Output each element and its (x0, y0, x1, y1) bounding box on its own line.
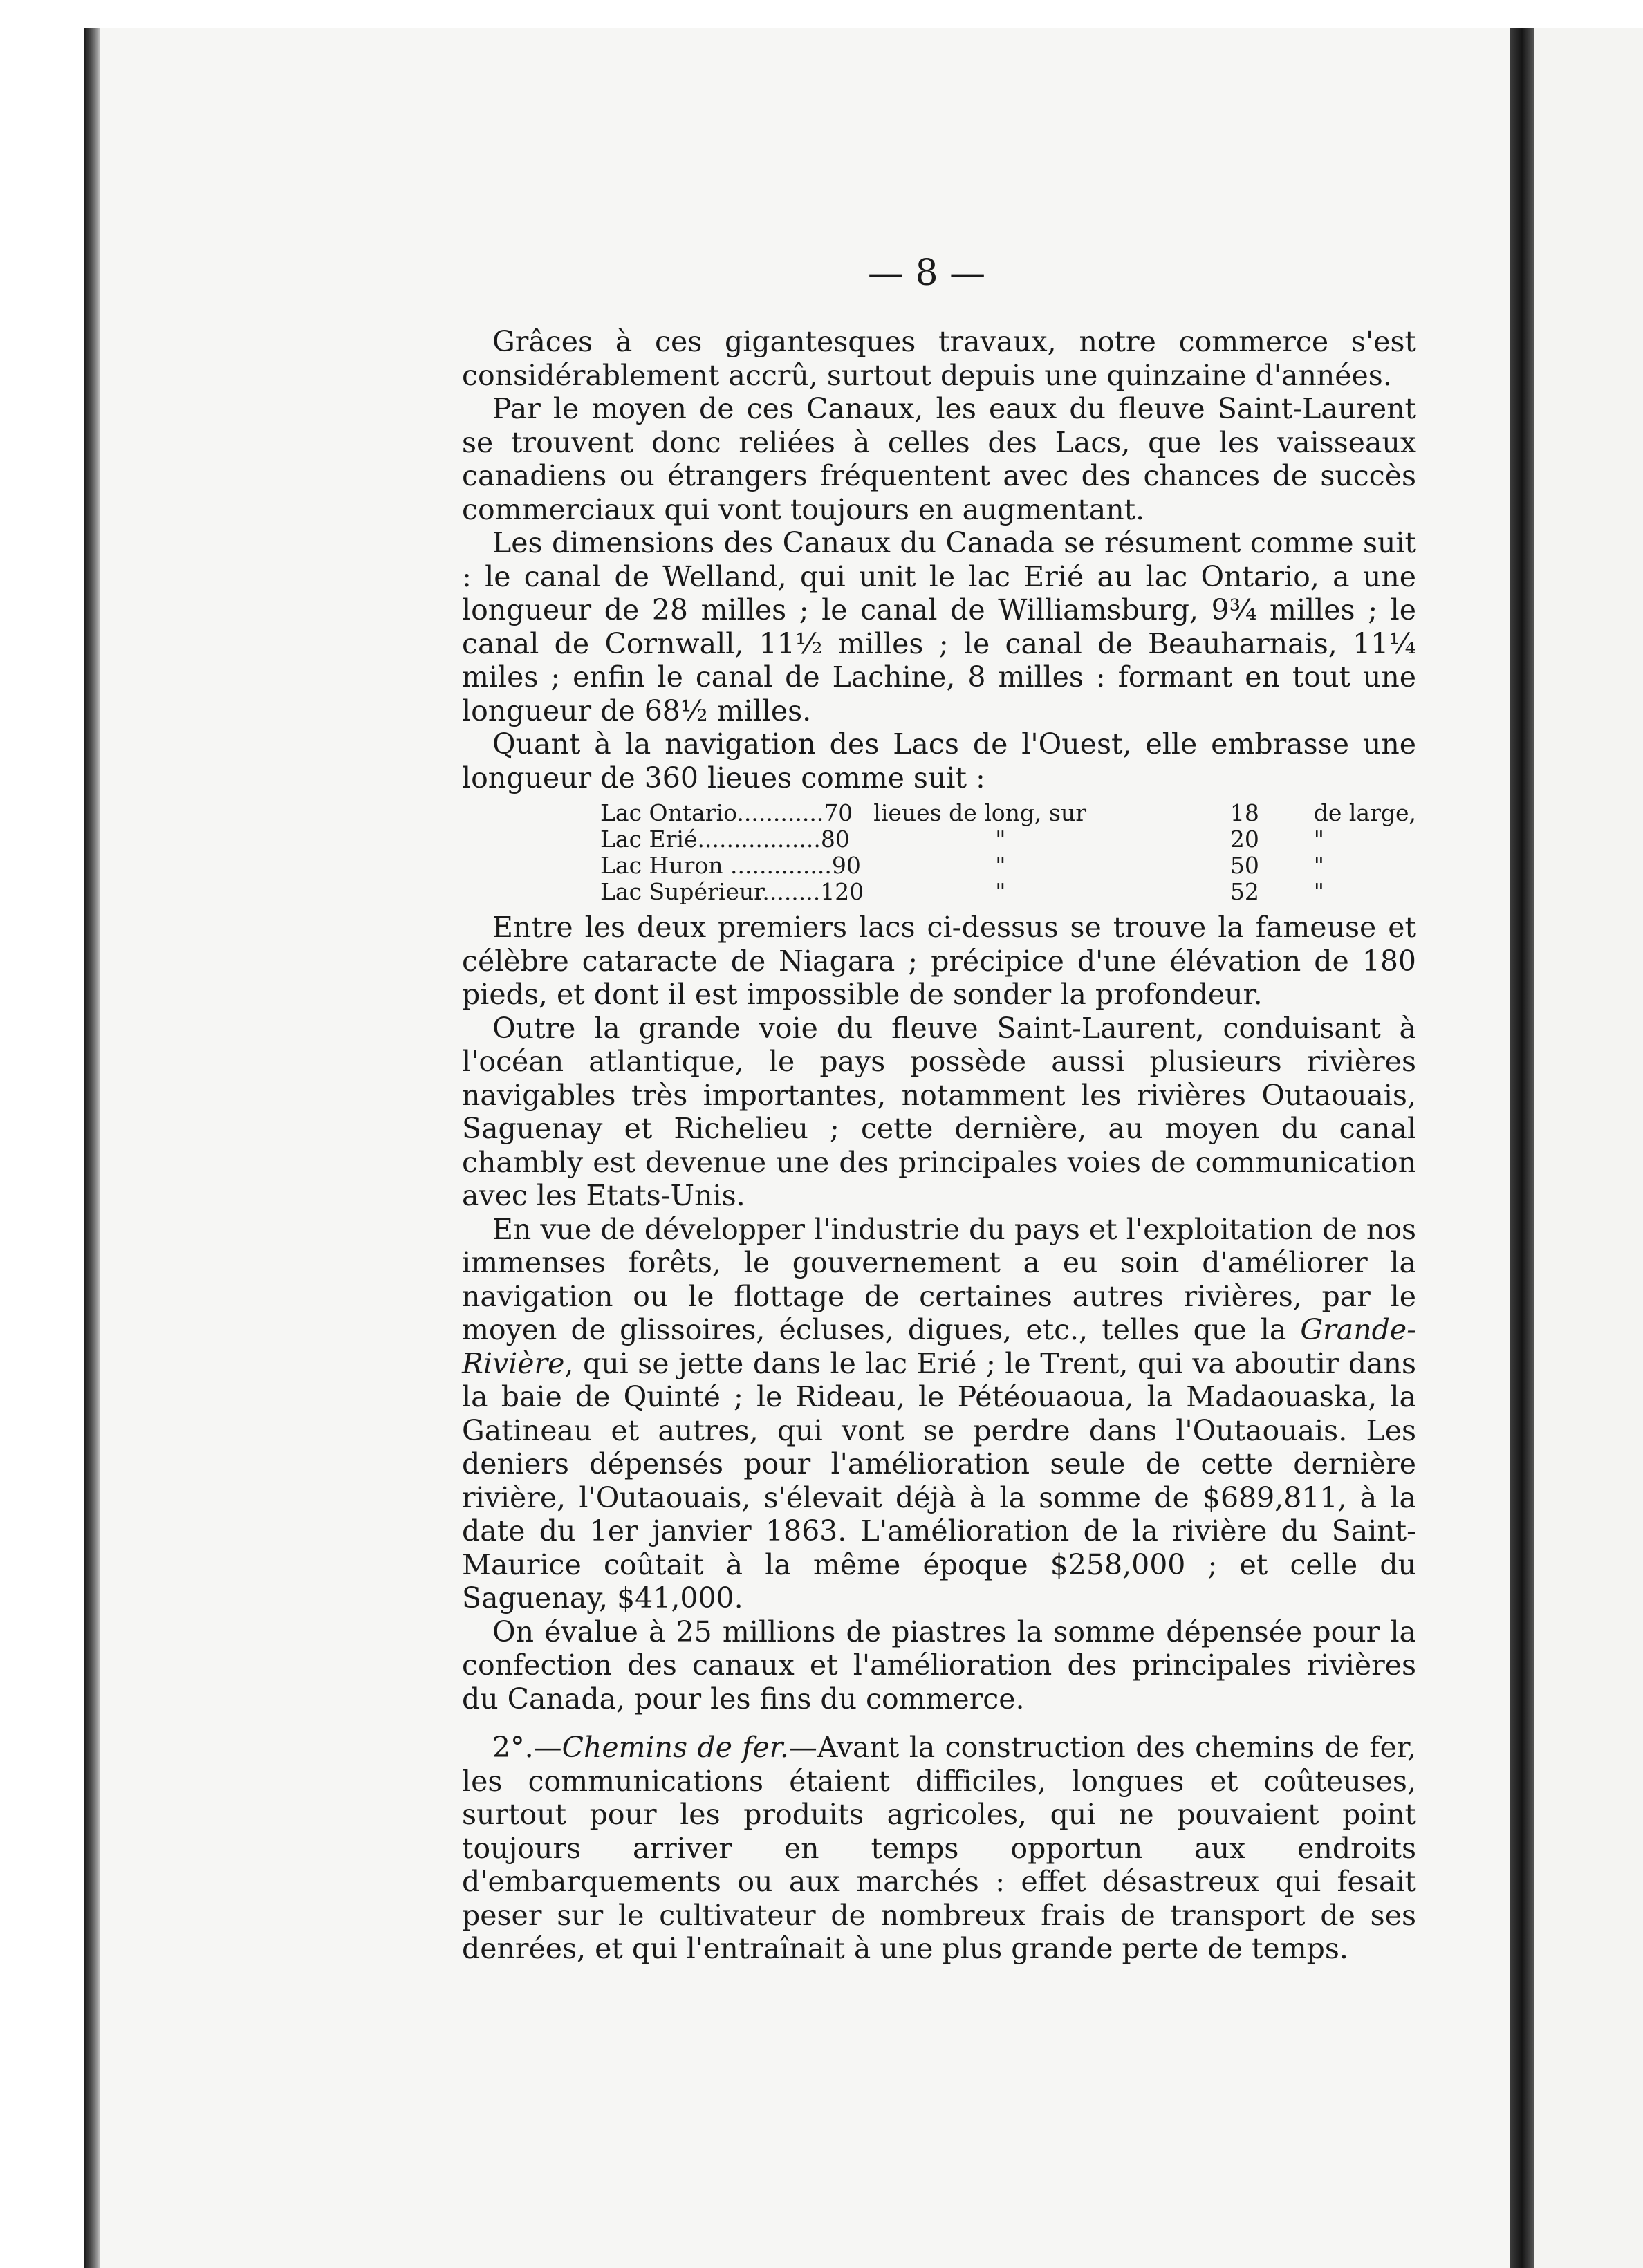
scan-left-margin (0, 0, 43, 2268)
paragraph-lakes-navigation: Quant à la navigation des Lacs de l'Ouest, elle embrasse une longueur de 360 lieues comme suit : (462, 727, 1416, 794)
paragraph-river-improvements: En vue de développer l'industrie du pays et l'exploitation de nos immenses forêts, le gouvernement a eu soin d'améliorer la navigation ou le flottage de certaines autres rivières, par le moyen de glissoires, écluses, digues, etc., telles que la Grande-Rivière, qui se jette dans le lac Erié ; le Trent, qui va aboutir dans la baie de Quinté ; le Rideau, le Pétéouaoua, la Madaouaska, la Gatineau et autres, qui vont se perdre dans l'Outaouais. Les deniers dépensés pour l'amélioration seule de cette dernière rivière, l'Outaouais, s'élevait déjà à la somme de $689,811, à la date du 1er janvier 1863. L'amélioration de la rivière du Saint-Maurice coûtait à la même époque $258,000 ; et celle du Saguenay, $41,000. (462, 1212, 1416, 1615)
lake-unit: " (995, 826, 1006, 853)
lake-unit: lieues de long, sur (873, 799, 1086, 826)
page-right-edge-shadow (1510, 28, 1534, 2268)
paragraph-canal-costs: On évalue à 25 millions de piastres la somme dépensée pour la confection des canaux et l'amélioration des principales rivières du Canada, pour les fins du commerce. (462, 1615, 1416, 1716)
table-row (600, 800, 1416, 826)
lake-unit: " (995, 852, 1006, 879)
page-number: — 8 — (867, 252, 986, 294)
facing-page-strip (1534, 28, 1643, 2268)
lake-name: Lac Huron ..............90 (600, 852, 861, 879)
lake-width-unit: " (1313, 878, 1324, 905)
paragraph-canal-dimensions: Les dimensions des Canaux du Canada se résument comme suit : le canal de Welland, qui unit le lac Erié au lac Ontario, a une longueur de 28 milles ; le canal de Williamsburg, 9¾ milles ; le canal de Cornwall, 11½ milles ; le canal de Beauharnais, 11¼ miles ; enfin le canal de Lachine, 8 milles : formant en tout une longueur de 68½ milles. (462, 526, 1416, 727)
page-left-edge-shadow (84, 28, 100, 2268)
paragraph-rivers: Outre la grande voie du fleuve Saint-Laurent, conduisant à l'océan atlantique, le pays possède aussi plusieurs rivières navigables très importantes, notamment les rivières Outaouais, Saguenay et Richelieu ; cette dernière, au moyen du canal chambly est devenue une des principales voies de communication avec les Etats-Unis. (462, 1011, 1416, 1212)
lake-width: 18 (1229, 799, 1259, 826)
lakes-table (600, 800, 1416, 905)
lake-unit: " (995, 878, 1006, 905)
lake-width: 20 (1229, 826, 1259, 853)
lake-width: 50 (1229, 852, 1259, 879)
body-text (462, 325, 1416, 1966)
lake-name: Lac Supérieur........120 (600, 878, 864, 905)
paragraph-railways: 2°.—Chemins de fer.—Avant la construction des chemins de fer, les communications étaient difficiles, longues et coûteuses, surtout pour les produits agricoles, qui ne pouvaient point toujours arriver en temps opportun aux endroits d'embarquements ou aux marchés : effet désastreux qui fesait peser sur le cultivateur de nombreux frais de transport de ses denrées, et qui l'entraînait à une plus grande perte de temps. (462, 1731, 1416, 1965)
table-row (600, 826, 1416, 853)
lake-width-unit: de large, (1313, 799, 1416, 826)
lake-width: 52 (1229, 878, 1259, 905)
table-row (600, 853, 1416, 879)
lake-width-unit: " (1313, 852, 1324, 879)
paragraph-canals-lakes: Par le moyen de ces Canaux, les eaux du fleuve Saint-Laurent se trouvent donc reliées à celles des Lacs, que les vaisseaux canadiens ou étrangers fréquentent avec des chances de succès commerciaux qui vont toujours en augmentant. (462, 392, 1416, 526)
lake-name: Lac Ontario............70 (600, 799, 853, 826)
scan-top-border (0, 0, 1643, 28)
paragraph-commerce-growth: Grâces à ces gigantesques travaux, notre commerce s'est considérablement accrû, surtout depuis une quinzaine d'années. (462, 325, 1416, 392)
lake-width-unit: " (1313, 826, 1324, 853)
table-row (600, 879, 1416, 905)
lake-name: Lac Erié.................80 (600, 826, 850, 853)
paragraph-niagara: Entre les deux premiers lacs ci-dessus se trouve la fameuse et célèbre cataracte de Niagara ; précipice d'une élévation de 180 pieds, et dont il est impossible de sonder la profondeur. (462, 911, 1416, 1011)
